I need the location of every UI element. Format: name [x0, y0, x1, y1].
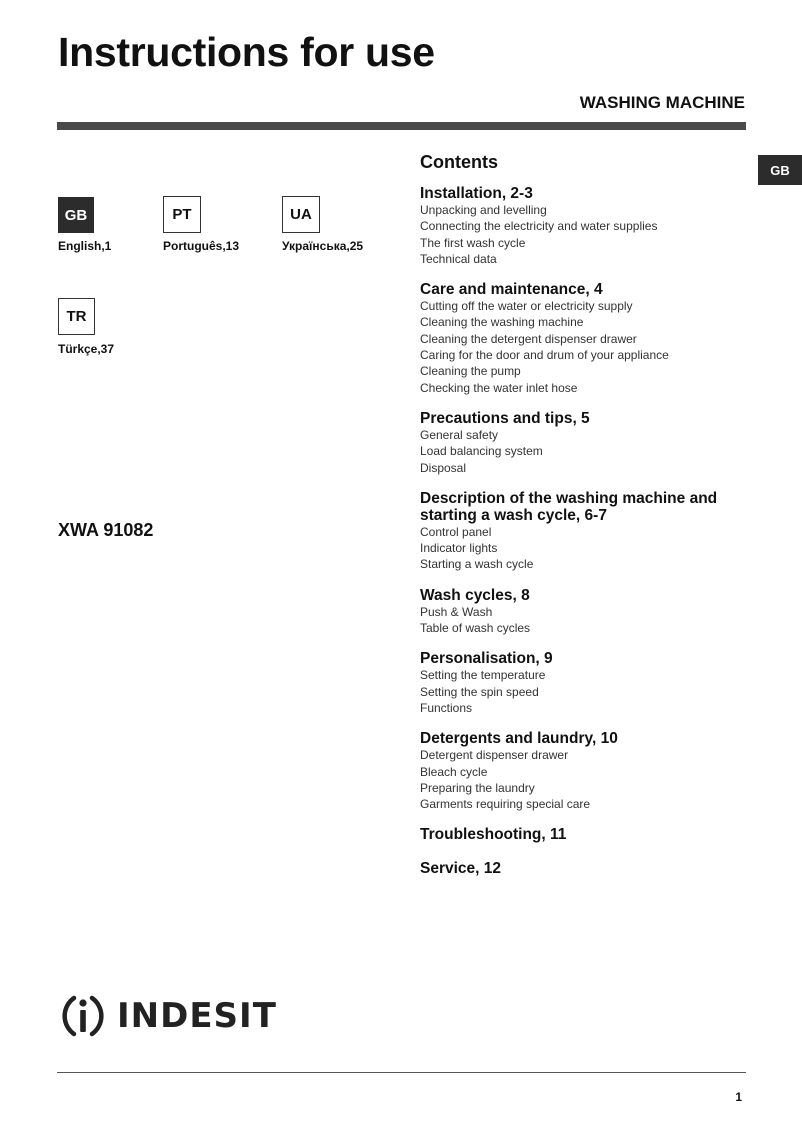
toc-item[interactable]: Table of wash cycles	[420, 621, 531, 636]
header-rule	[57, 122, 746, 130]
toc-section-troubleshooting	[420, 826, 750, 843]
toc-section-personalisation	[420, 650, 750, 716]
toc-item[interactable]: The first wash cycle	[420, 235, 526, 250]
language-code-box: TR	[58, 298, 95, 335]
model-number: XWA 91082	[58, 520, 154, 540]
toc-section-precautions	[420, 410, 750, 476]
language-code-box: GB	[58, 197, 94, 233]
toc-item[interactable]: Caring for the door and drum of your appliance	[420, 348, 669, 363]
language-label: English,1	[58, 239, 112, 253]
toc-item[interactable]: General safety	[420, 427, 499, 442]
toc-item[interactable]: Indicator lights	[420, 541, 498, 556]
toc-item[interactable]: Connecting the electricity and water supplies	[420, 219, 658, 234]
toc-section-detergents	[420, 730, 750, 812]
toc-section-title[interactable]: Installation, 2-3	[420, 185, 533, 202]
toc-section-title[interactable]: Troubleshooting, 11	[420, 826, 567, 844]
page-number: 1	[735, 1090, 742, 1104]
language-label: Türkçe,37	[58, 342, 115, 356]
page-title: Instructions for use	[58, 29, 435, 75]
toc-section-title[interactable]: Wash cycles, 8	[420, 586, 530, 604]
indesit-logo-icon	[57, 990, 109, 1042]
brand-logo	[57, 990, 277, 1042]
side-language-tab[interactable]: GB	[758, 155, 802, 185]
footer-rule	[57, 1072, 746, 1073]
table-of-contents	[420, 151, 750, 891]
toc-item[interactable]: Disposal	[420, 460, 467, 475]
language-gb[interactable]	[58, 197, 178, 253]
toc-section-title[interactable]: Detergents and laundry, 10	[420, 730, 618, 748]
toc-item[interactable]: Cleaning the pump	[420, 364, 521, 379]
toc-section-wash-cycles	[420, 587, 750, 637]
toc-section-title[interactable]: Description of the washing machine and starting a wash cycle, 6-7	[420, 489, 718, 524]
contents-heading: Contents	[420, 152, 498, 172]
toc-section-installation	[420, 185, 750, 267]
toc-item[interactable]: Load balancing system	[420, 444, 543, 459]
toc-item[interactable]: Setting the temperature	[420, 668, 546, 683]
toc-item[interactable]: Setting the spin speed	[420, 684, 539, 699]
language-code-box: UA	[282, 196, 320, 233]
toc-item[interactable]: Control panel	[420, 524, 492, 539]
toc-section-service	[420, 860, 750, 877]
toc-item[interactable]: Cutting off the water or electricity supply	[420, 299, 633, 314]
language-label: Português,13	[163, 239, 240, 253]
toc-section-title[interactable]: Precautions and tips, 5	[420, 409, 590, 427]
toc-section-title[interactable]: Service, 12	[420, 860, 502, 878]
toc-item[interactable]: Detergent dispenser drawer	[420, 748, 569, 763]
toc-item[interactable]: Functions	[420, 700, 473, 715]
toc-section-description	[420, 490, 750, 573]
toc-section-care	[420, 281, 750, 396]
toc-item[interactable]: Cleaning the washing machine	[420, 315, 584, 330]
brand-name: INDESIT	[117, 996, 277, 1036]
toc-item[interactable]: Garments requiring special care	[420, 797, 591, 812]
toc-item[interactable]: Preparing the laundry	[420, 780, 535, 795]
toc-item[interactable]: Bleach cycle	[420, 764, 488, 779]
language-tr[interactable]	[58, 298, 178, 356]
toc-item[interactable]: Cleaning the detergent dispenser drawer	[420, 331, 637, 346]
toc-section-title[interactable]: Care and maintenance, 4	[420, 281, 603, 299]
toc-item[interactable]: Checking the water inlet hose	[420, 380, 578, 395]
toc-item[interactable]: Push & Wash	[420, 604, 493, 619]
toc-section-title[interactable]: Personalisation, 9	[420, 650, 553, 668]
toc-item[interactable]: Technical data	[420, 251, 497, 266]
toc-item[interactable]: Starting a wash cycle	[420, 557, 534, 572]
language-pt[interactable]	[163, 196, 283, 253]
language-ua[interactable]	[282, 196, 402, 253]
page-subtitle: WASHING MACHINE	[579, 93, 745, 112]
language-label: Українська,25	[282, 239, 364, 253]
language-code-box: PT	[163, 196, 201, 233]
toc-item[interactable]: Unpacking and levelling	[420, 203, 547, 217]
